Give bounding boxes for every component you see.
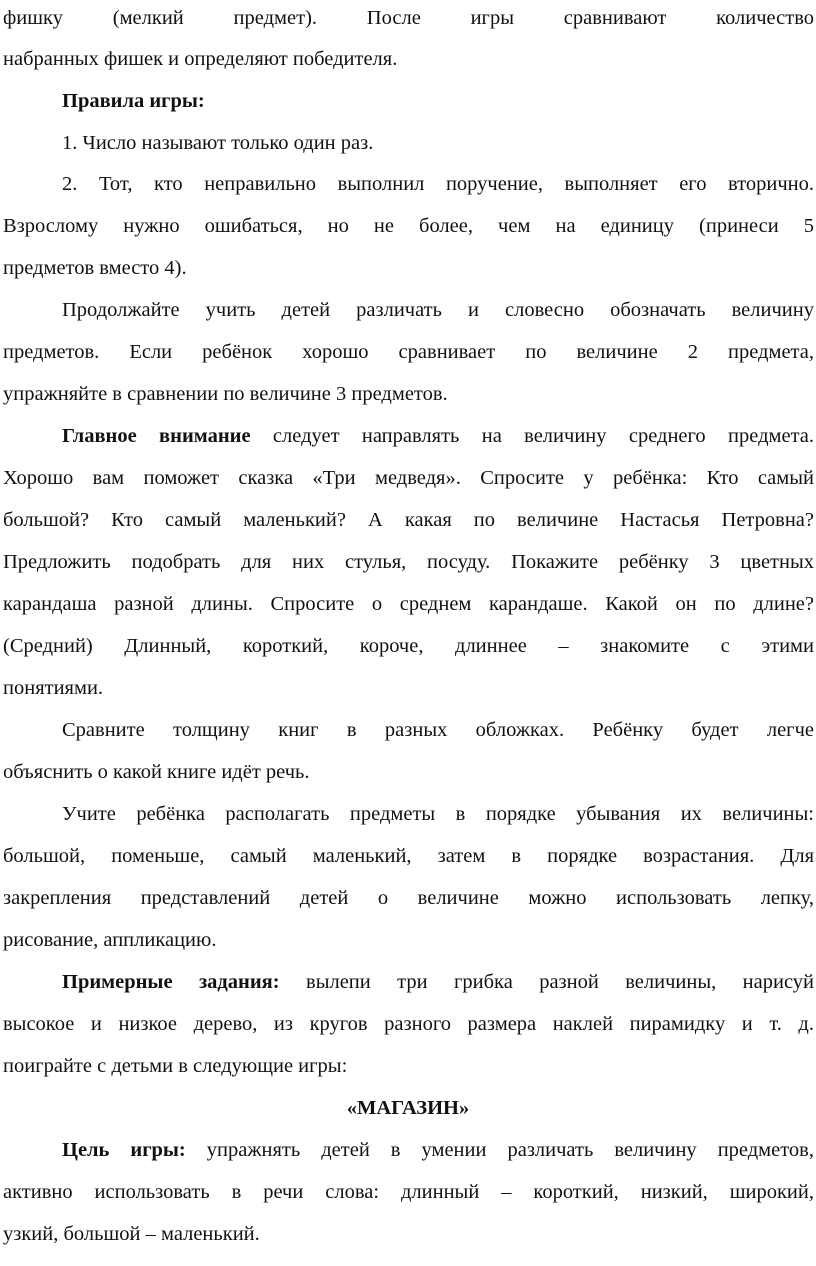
sample-tasks-lead: Примерные задания: [62, 971, 280, 993]
text-line: карандаша разной длины. Спросите о среднем карандаше. Какой он по длине? [3, 593, 814, 615]
text-line: объяснить о какой книге идёт речь. [3, 761, 310, 783]
text-line: (Средний) Длинный, короткий, короче, длиннее – знакомите с этими [3, 635, 814, 657]
paragraph-line: Сравните толщину книг в разных обложках. Ребёнку будет легче [62, 719, 814, 741]
paragraph-line: Учите ребёнка располагать предметы в порядке убывания их величины: [62, 803, 814, 825]
text-line: понятиями. [3, 677, 104, 699]
text-span: упражнять детей в умении различать величину предметов, [185, 1139, 814, 1161]
text-span: следует направлять на величину среднего предмета. [250, 425, 815, 447]
text-line: Предложить подобрать для них стулья, посуду. Покажите ребёнку 3 цветных [3, 551, 814, 573]
text-line: набранных фишек и определяют победителя. [3, 48, 398, 70]
rules-heading-text: Правила игры: [62, 90, 205, 112]
paragraph-line [62, 1138, 814, 1162]
text-line: упражняйте в сравнении по величине 3 предметов. [3, 383, 448, 405]
text-line: закрепления представлений детей о величине можно использовать лепку, [3, 887, 814, 909]
text-line: узкий, большой – маленький. [3, 1223, 260, 1245]
paragraph-line [62, 424, 814, 448]
paragraph-line [62, 970, 814, 994]
text-line: активно использовать в речи слова: длинный – короткий, низкий, широкий, [3, 1181, 814, 1203]
paragraph-line: Продолжайте учить детей различать и словесно обозначать величину [62, 299, 814, 321]
text-line: рисование, аппликацию. [3, 929, 217, 951]
text-line: поиграйте с детьми в следующие игры: [3, 1055, 348, 1077]
text-line: высокое и низкое дерево, из кругов разного размера наклей пирамидку и т. д. [3, 1013, 814, 1035]
game-title [0, 1096, 816, 1120]
game-title-text: «МАГАЗИН» [346, 1097, 470, 1119]
text-line: фишку (мелкий предмет). После игры сравнивают количество [3, 7, 814, 29]
text-span: вылепи три грибка разной величины, нарисуй [279, 971, 815, 993]
rules-heading [62, 89, 814, 113]
main-attention-lead: Главное внимание [62, 425, 251, 447]
text-line: Взрослому нужно ошибаться, но не более, чем на единицу (принеси 5 [3, 215, 814, 237]
text-line: большой? Кто самый маленький? А какая по величине Настасья Петровна? [3, 509, 814, 531]
text-line: предметов. Если ребёнок хорошо сравнивает по величине 2 предмета, [3, 341, 814, 363]
text-line: предметов вместо 4). [3, 257, 187, 279]
text-line: Хорошо вам поможет сказка «Три медведя». Спросите у ребёнка: Кто самый [3, 467, 814, 489]
game-goal-lead: Цель игры: [62, 1139, 186, 1161]
rule-2-line: 2. Тот, кто неправильно выполнил поручение, выполняет его вторично. [62, 173, 814, 195]
rule-1: 1. Число называют только один раз. [62, 132, 374, 154]
text-line: большой, поменьше, самый маленький, затем в порядке возрастания. Для [3, 845, 814, 867]
